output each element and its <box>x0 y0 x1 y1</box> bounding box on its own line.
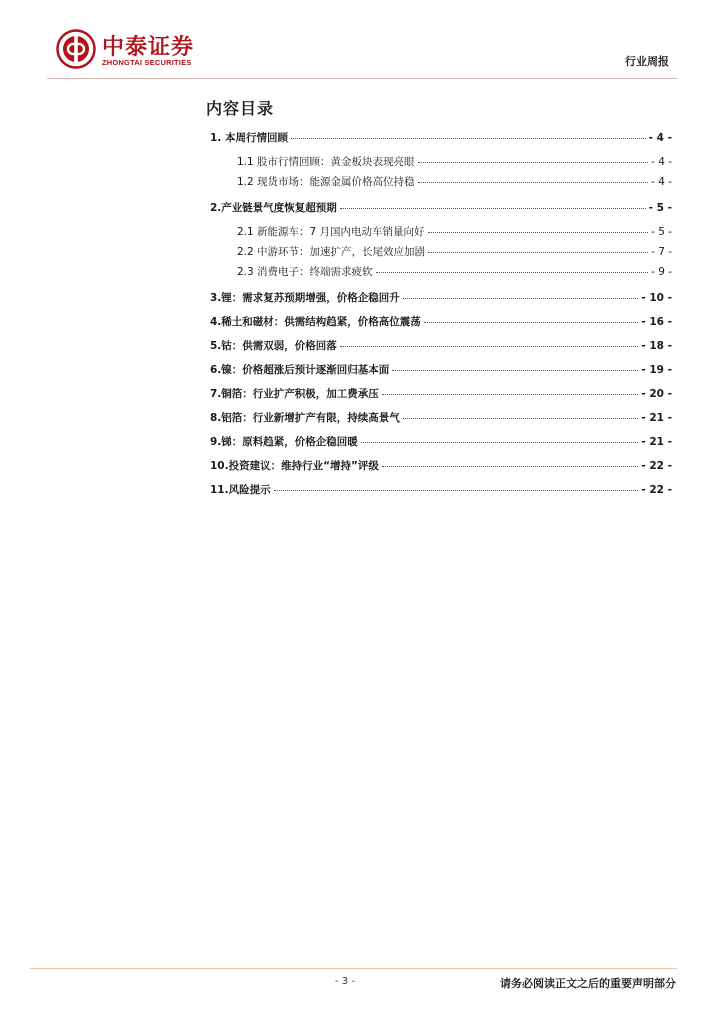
toc-dot-leader <box>418 181 649 183</box>
toc-entry-label: 11.风险提示 <box>210 484 271 496</box>
toc-entry-page: - 22 - <box>641 484 672 496</box>
toc-dot-leader <box>403 297 639 299</box>
toc-entry-label: 1.2 现货市场：能源金属价格高位持稳 <box>237 176 415 188</box>
toc-entry-label: 6.镍：价格超涨后预计逐渐回归基本面 <box>210 364 390 376</box>
toc-entry-page: - 5 - <box>648 202 672 214</box>
toc-dot-leader <box>418 161 649 163</box>
toc-dot-leader <box>340 207 646 209</box>
toc-dot-leader <box>428 251 648 253</box>
page-number: - 3 - <box>335 976 355 987</box>
toc-entry-label: 5.钴：供需双弱，价格回落 <box>210 340 337 352</box>
toc-dot-leader <box>392 369 638 371</box>
toc-entry[interactable] <box>210 386 672 410</box>
toc-entry[interactable] <box>210 264 672 284</box>
toc-entry[interactable] <box>210 200 672 224</box>
toc-title: 内容目录 <box>206 99 275 118</box>
toc-dot-leader <box>424 321 639 323</box>
toc-entry[interactable] <box>210 458 672 482</box>
toc-entry[interactable] <box>210 410 672 434</box>
toc-entry-label: 7.铜箔：行业扩产积极，加工费承压 <box>210 388 379 400</box>
toc-entry-label: 8.铝箔：行业新增扩产有限，持续高景气 <box>210 412 400 424</box>
toc-entry-label: 1. 本周行情回顾 <box>210 132 288 144</box>
logo-english-name: ZHONGTAI SECURITIES <box>102 58 192 67</box>
logo-chinese-name: 中泰证券 <box>102 35 195 60</box>
toc-entry[interactable] <box>210 290 672 314</box>
toc-dot-leader <box>376 271 649 273</box>
toc-entry-page: - 22 - <box>641 460 672 472</box>
toc-entry[interactable] <box>210 338 672 362</box>
toc-entry-label: 2.3 消费电子：终端需求疲软 <box>237 266 373 278</box>
toc-entry[interactable] <box>210 244 672 264</box>
toc-entry-page: - 5 - <box>651 226 672 238</box>
toc-entry-page: - 16 - <box>641 316 672 328</box>
toc-dot-leader <box>361 441 639 443</box>
toc-dot-leader <box>291 137 646 139</box>
toc-dot-leader <box>274 489 639 491</box>
toc-entry-label: 2.产业链景气度恢复超预期 <box>210 202 337 214</box>
toc-entry-page: - 21 - <box>641 412 672 424</box>
toc-entry[interactable] <box>210 224 672 244</box>
toc-entry[interactable] <box>210 314 672 338</box>
toc-entry-label: 2.1 新能源车：7 月国内电动车销量向好 <box>237 226 425 238</box>
toc-entry[interactable] <box>210 434 672 458</box>
toc-dot-leader <box>382 393 639 395</box>
toc-entry[interactable] <box>210 174 672 194</box>
toc-entry-label: 3.锂：需求复苏预期增强，价格企稳回升 <box>210 292 400 304</box>
footer-divider <box>30 968 677 969</box>
zhongtai-logo-icon <box>56 29 96 69</box>
toc-entry[interactable] <box>210 130 672 154</box>
footer-disclaimer: 请务必阅读正文之后的重要声明部分 <box>500 977 676 990</box>
toc-entry-page: - 4 - <box>648 132 672 144</box>
toc-entry-page: - 7 - <box>651 246 672 258</box>
toc-entry-page: - 4 - <box>651 176 672 188</box>
toc-entry-label: 2.2 中游环节：加速扩产，长尾效应加剧 <box>237 246 426 258</box>
table-of-contents <box>210 130 672 506</box>
toc-entry[interactable] <box>210 362 672 386</box>
toc-entry-page: - 21 - <box>641 436 672 448</box>
toc-dot-leader <box>340 345 639 347</box>
toc-entry-page: - 9 - <box>651 266 672 278</box>
toc-entry-page: - 19 - <box>641 364 672 376</box>
toc-entry-label: 10.投资建议：维持行业“增持”评级 <box>210 460 379 472</box>
toc-dot-leader <box>382 465 638 467</box>
toc-dot-leader <box>428 231 649 233</box>
toc-entry[interactable] <box>210 482 672 506</box>
page-header <box>0 0 724 90</box>
toc-entry-page: - 18 - <box>641 340 672 352</box>
toc-entry-page: - 4 - <box>651 156 672 168</box>
toc-entry-label: 1.1 股市行情回顾：黄金板块表现亮眼 <box>237 156 415 168</box>
header-divider <box>47 78 677 79</box>
toc-dot-leader <box>403 417 639 419</box>
toc-entry-label: 9.锑：原料趋紧，价格企稳回暖 <box>210 436 358 448</box>
toc-entry-label: 4.稀土和磁材：供需结构趋紧，价格高位震荡 <box>210 316 421 328</box>
toc-entry-page: - 10 - <box>641 292 672 304</box>
toc-entry[interactable] <box>210 154 672 174</box>
report-type-label: 行业周报 <box>625 55 669 68</box>
company-logo <box>56 29 226 73</box>
toc-entry-page: - 20 - <box>641 388 672 400</box>
